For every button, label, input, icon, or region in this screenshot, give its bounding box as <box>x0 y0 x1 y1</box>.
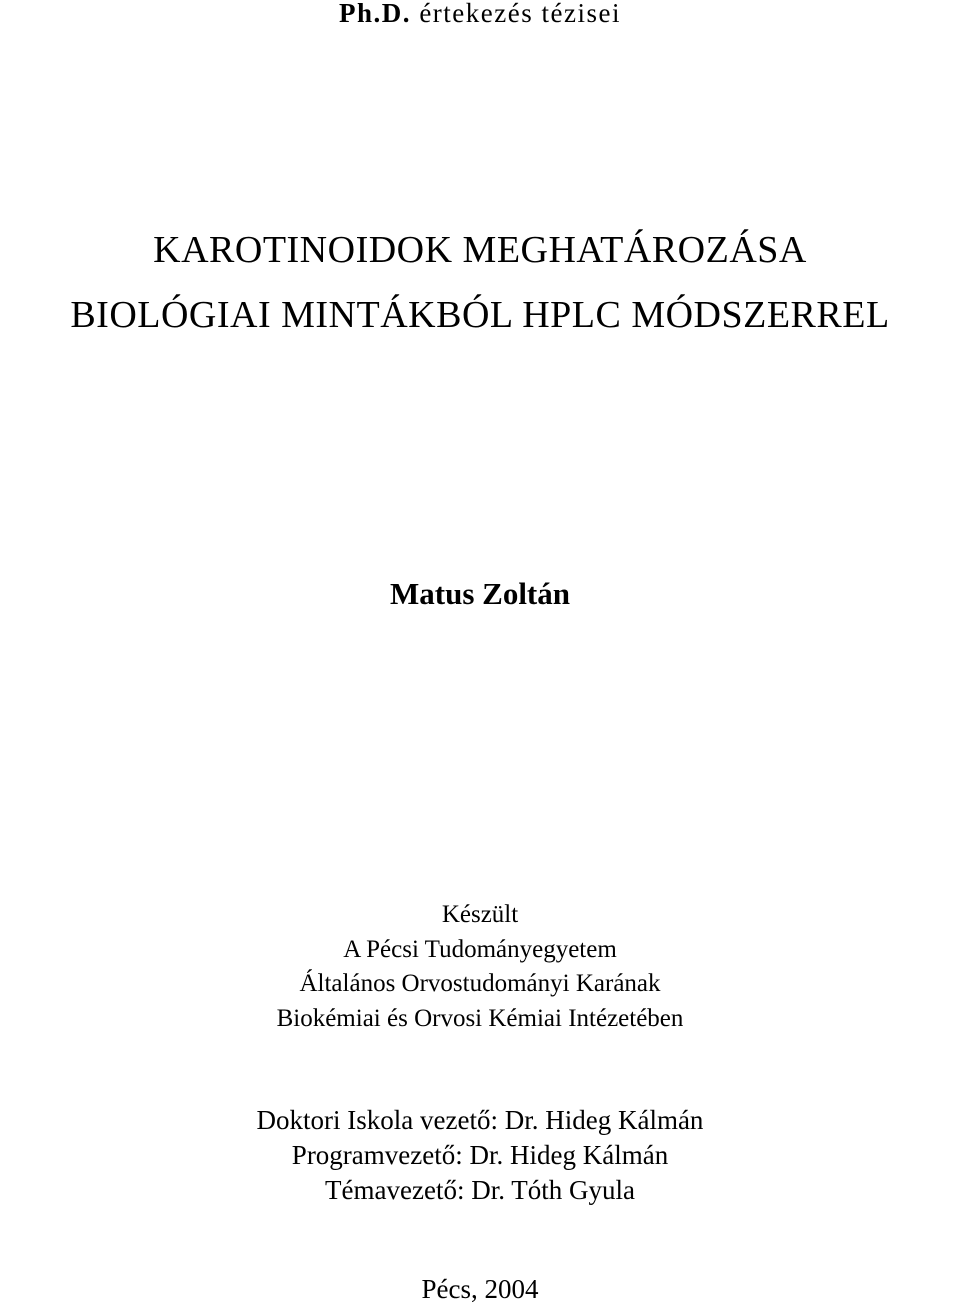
title-line-1: KAROTINOIDOK MEGHATÁROZÁSA <box>153 229 807 271</box>
institution-line-2: A Pécsi Tudományegyetem <box>343 936 617 963</box>
header-degree: Ph.D. <box>339 0 412 28</box>
title-line-2: BIOLÓGIAI MINTÁKBÓL HPLC MÓDSZERREL <box>70 294 890 336</box>
author-name: Matus Zoltán <box>390 576 570 611</box>
institution-line-1: Készült <box>441 901 519 928</box>
institution-line-3: Általános Orvostudományi Karának <box>299 970 661 997</box>
program-director: Programvezető: Dr. Hideg Kálmán <box>291 1140 669 1170</box>
document-header <box>0 0 960 27</box>
thesis-supervisor: Témavezető: Dr. Tóth Gyula <box>325 1175 635 1205</box>
doctoral-school-head: Doktori Iskola vezető: Dr. Hideg Kálmán <box>256 1105 704 1135</box>
place-and-date: Pécs, 2004 <box>421 1274 539 1304</box>
institution-line-4: Biokémiai és Orvosi Kémiai Intézetében <box>276 1005 684 1032</box>
header-label: értekezés tézisei <box>411 0 621 28</box>
